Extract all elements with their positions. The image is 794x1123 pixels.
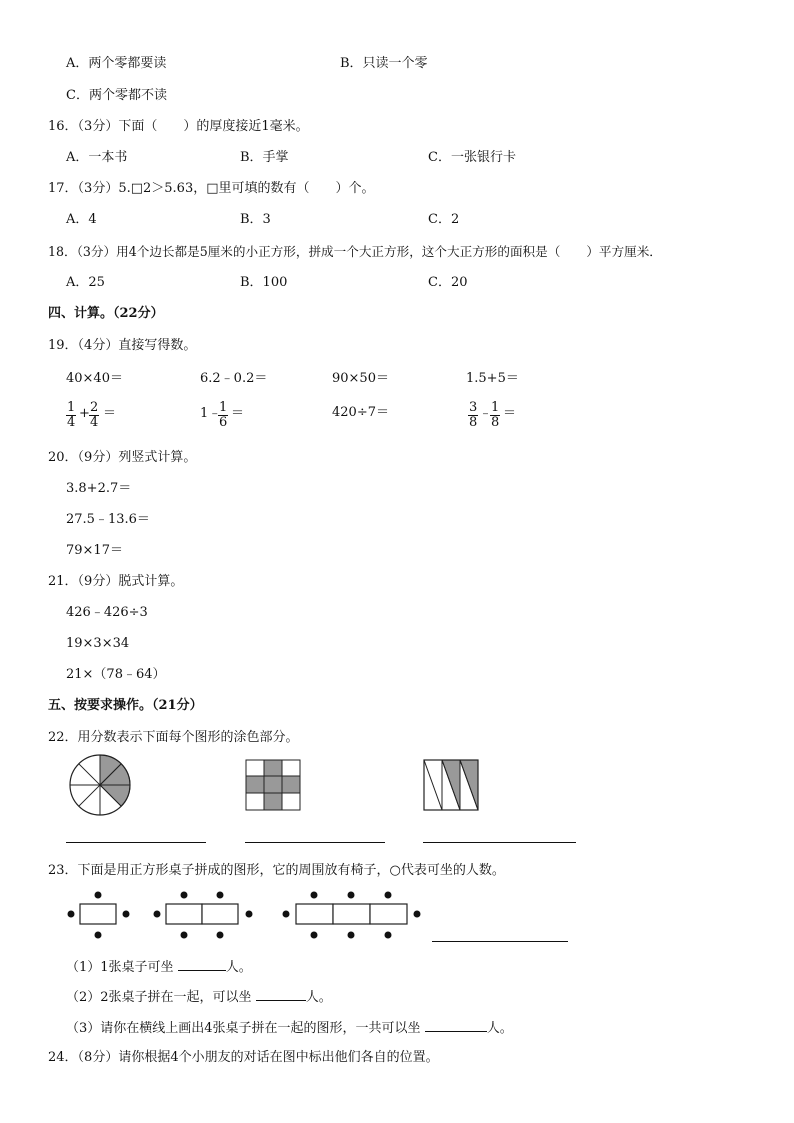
q17-option-c: C．2: [428, 212, 460, 227]
shaded-cross-figure: [246, 760, 300, 810]
plus-sign: +: [79, 406, 90, 421]
q23-part-3-blank[interactable]: [425, 1019, 487, 1032]
q24-stem: 24．（8分）请你根据4个小朋友的对话在图中标出他们各自的位置。: [48, 1050, 439, 1065]
q23-part-1-blank[interactable]: [178, 958, 226, 971]
q17-stem: [48, 181, 375, 197]
denominator: 8: [491, 415, 500, 430]
q20-item-1: 3.8+2.7＝: [66, 481, 132, 496]
q23-part-2-blank[interactable]: [256, 988, 306, 1001]
q19-frac-2-prefix: 1﹣: [200, 406, 222, 421]
q15-option-a: A．两个零都要读: [66, 56, 167, 71]
q20-item-3: 79×17＝: [66, 543, 123, 558]
q23-drawing-line[interactable]: [432, 941, 568, 942]
q21-item-2: 19×3×34: [66, 636, 130, 651]
denominator: 4: [90, 415, 99, 430]
q19-frac-3-b: [490, 401, 500, 430]
q18-option-c: C．20: [428, 275, 468, 290]
denominator: 6: [219, 415, 228, 430]
q23-stem: 23．下面是用正方形桌子拼成的图形，它的周围放有椅子，○代表可坐的人数。: [48, 863, 505, 878]
denominator: 8: [469, 415, 478, 430]
q18-stem: [48, 244, 662, 260]
q23-part-1-post: 人。: [225, 960, 252, 975]
section-4-title: 四、计算。（22分）: [48, 306, 164, 321]
q23-part-3-post: 人。: [486, 1021, 513, 1036]
q17-stem-post: ）个。: [335, 181, 375, 196]
q15-option-b: B．只读一个零: [340, 56, 428, 71]
minus-sign: ﹣: [479, 406, 493, 421]
q23-part-2: [66, 988, 332, 1006]
q17-option-b: B．3: [240, 212, 271, 227]
numerator: 1: [491, 400, 500, 415]
q18-option-b: B．100: [240, 275, 288, 290]
q16-stem-post: ）的厚度接近1毫米。: [183, 119, 309, 134]
q23-part-3-pre: （3）请你在横线上画出4张桌子拼在一起的图形，一共可以坐: [66, 1021, 421, 1036]
equals-sign: ＝: [103, 406, 117, 421]
q21-item-3: 21×（78﹣64）: [66, 667, 166, 682]
q22-answer-line-2[interactable]: [245, 842, 385, 843]
numerator: 3: [469, 400, 478, 415]
q21-item-1: 426﹣426÷3: [66, 605, 148, 620]
q22-answer-line-3[interactable]: [423, 842, 576, 843]
q20-stem: 20．（9分）列竖式计算。: [48, 450, 197, 465]
q21-stem: 21．（9分）脱式计算。: [48, 574, 184, 589]
q22-stem: 22．用分数表示下面每个图形的涂色部分。: [48, 730, 299, 745]
denominator: 4: [67, 415, 76, 430]
q16-option-b: B．手掌: [240, 150, 289, 165]
q19-stem: 19．（4分）直接写得数。: [48, 338, 197, 353]
q17-stem-pre: 17．（3分）5.□2＞5.63，□里可填的数有（: [48, 181, 310, 196]
shaded-circle-figure: [68, 753, 132, 817]
q16-option-c: C．一张银行卡: [428, 150, 516, 165]
q23-part-2-pre: （2）2张桌子拼在一起，可以坐: [66, 990, 252, 1005]
q19-division: 420÷7＝: [332, 405, 389, 420]
q22-answer-line-1[interactable]: [66, 842, 206, 843]
numerator: 1: [219, 400, 228, 415]
q23-part-1-pre: （1）1张桌子可坐: [66, 960, 174, 975]
q19-item-4: 1.5+5＝: [466, 371, 519, 386]
q17-option-a: A．4: [66, 212, 97, 227]
shaded-triangles-figure: [424, 760, 478, 810]
q19-frac-1-a: [66, 401, 76, 430]
q19-item-1: 40×40＝: [66, 371, 123, 386]
q16-stem: [48, 119, 309, 135]
q19-item-3: 90×50＝: [332, 371, 389, 386]
section-5-title: 五、按要求操作。（21分）: [48, 698, 203, 713]
q23-part-2-post: 人。: [305, 990, 332, 1005]
q18-stem-post: ）平方厘米．: [586, 244, 662, 259]
numerator: 2: [90, 400, 99, 415]
q15-option-c: C．两个零都不读: [66, 88, 167, 103]
q23-part-1: [66, 958, 252, 976]
tables-with-chairs-figure: [60, 892, 420, 942]
q23-part-3: [66, 1019, 513, 1037]
q19-item-2: 6.2﹣0.2＝: [200, 371, 268, 386]
equals-sign: ＝: [503, 406, 517, 421]
q20-item-2: 27.5﹣13.6＝: [66, 512, 150, 527]
q16-option-a: A．一本书: [66, 150, 128, 165]
q19-frac-1-b: [89, 401, 99, 430]
q18-option-a: A．25: [66, 275, 105, 290]
q19-frac-2: [218, 401, 228, 430]
equals-sign: ＝: [231, 406, 245, 421]
numerator: 1: [67, 400, 76, 415]
q18-stem-pre: 18．（3分）用4个边长都是5厘米的小正方形，拼成一个大正方形，这个大正方形的面积是（: [48, 244, 561, 259]
q19-frac-3-a: [468, 401, 478, 430]
q16-stem-pre: 16．（3分）下面（: [48, 119, 158, 134]
